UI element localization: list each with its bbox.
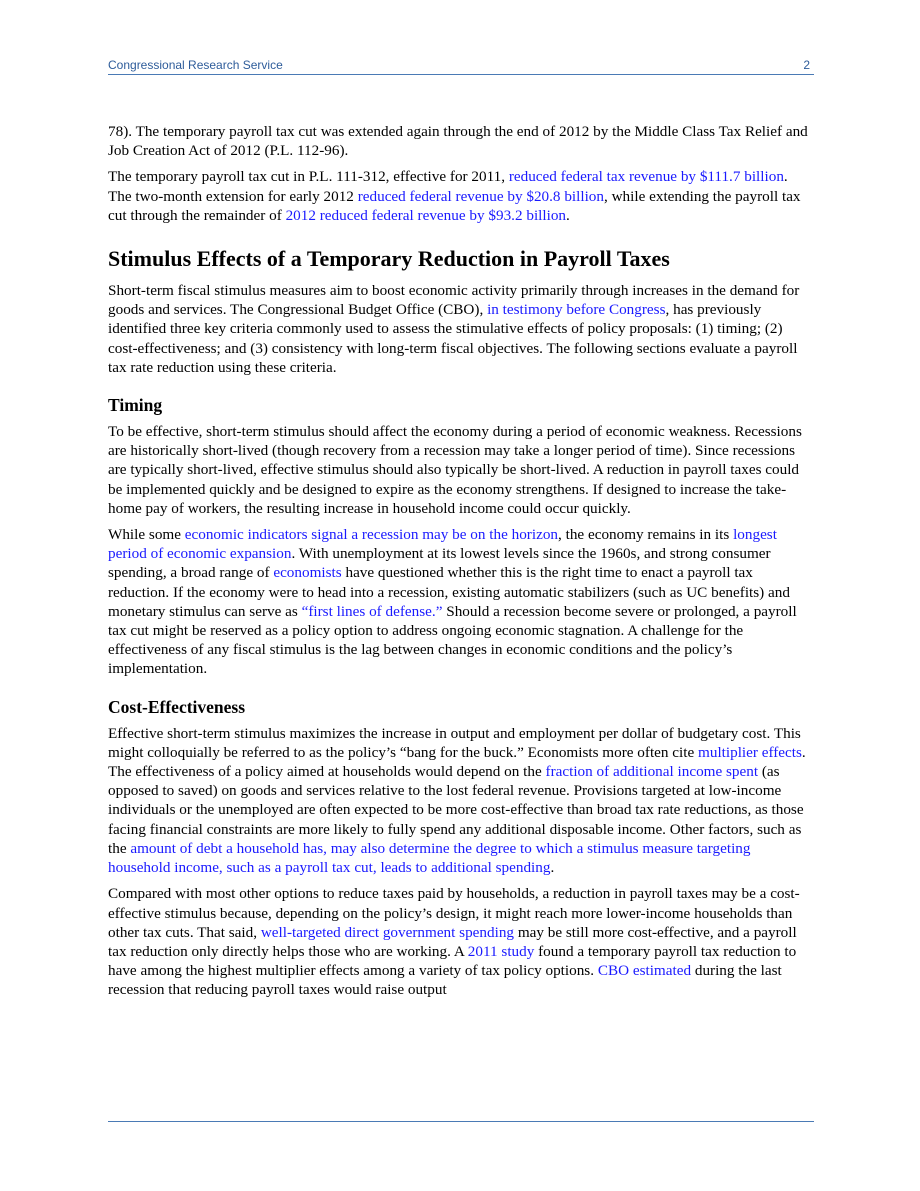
header-organization: Congressional Research Service — [108, 58, 283, 72]
page-footer-rule — [108, 1121, 814, 1122]
subheading-timing: Timing — [108, 395, 163, 416]
document-body — [108, 122, 814, 1007]
text-span: have questioned whether this is the right time to enact a payroll tax reduction. If the economy were to head into a recession, existing automatic stabilizers (such as UC benefits) and monetary stimulus can serve as — [108, 564, 790, 620]
link-longest-expansion[interactable]: longest period of economic expansion — [108, 526, 777, 563]
text-span: (as opposed to saved) on goods and services relative to the lost federal revenue. Provisions targeted at low-income individuals or the unemployed are often expected to be more cost-effective than broad tax rate reductions, as those facing financial constraints are more likely to fully spend any additional disposable income. Other factors, such as the — [108, 763, 804, 857]
link-recession-indicators[interactable]: economic indicators signal a recession may be on the horizon — [184, 526, 559, 544]
link-economists[interactable]: economists — [273, 564, 342, 582]
paragraph-stimulus-intro — [108, 281, 814, 377]
paragraph-cost-1 — [108, 724, 814, 878]
link-reduced-revenue-20-8[interactable]: reduced federal revenue by $20.8 billion — [357, 187, 604, 205]
text-span: , has previously identified three key criteria commonly used to assess the stimulative effects of policy proposals: (1) timing; (2) cost-effectiveness; and (3) consistency with long-term fiscal objectives. The following sections evaluate a payroll tax rate reduction using these criteria. — [108, 301, 798, 376]
text-span: Effective short-term stimulus maximizes the increase in output and employment per dollar of budgetary cost. This might colloquially be referred to as the policy’s “bang for the buck.” Economists more often cite — [108, 724, 801, 761]
page-header — [108, 58, 814, 75]
link-household-debt[interactable]: amount of debt a household has, may also determine the degree to which a stimulus measure targeting household income, such as a payroll tax cut, leads to additional spending — [108, 839, 751, 877]
paragraph-cost-2 — [108, 884, 814, 999]
paragraph-timing-1: To be effective, short-term stimulus should affect the economy during a period of economic weakness. Recessions are historically short-lived (though recovery from a recession may take a longer period of time). Since recessions are typically short-lived, effective stimulus should also typically be short-lived. A reduction in payroll taxes could be implemented quickly and be designed to expire as the economy strengthens. If designed to increase the take-home pay of workers, the resulting increase in household income could occur quickly. — [108, 423, 802, 517]
text-span: . With unemployment at its lowest levels since the 1960s, and strong consumer spending, a broad range of — [108, 545, 771, 582]
link-cbo-estimated[interactable]: CBO estimated — [597, 962, 692, 980]
link-first-lines-of-defense[interactable]: “first lines of defense.” — [301, 602, 443, 620]
link-2011-study[interactable]: 2011 study — [467, 942, 535, 960]
text-span: Short-term fiscal stimulus measures aim to boost economic activity primarily through increases in the demand for goods and services. The Congressional Budget Office (CBO), — [108, 282, 800, 319]
paragraph-timing-2 — [108, 525, 814, 679]
text-span: . The effectiveness of a policy aimed at households would depend on the — [108, 743, 806, 781]
text-span: found a temporary payroll tax reduction to have among the highest multiplier effects among a variety of tax policy options. — [108, 942, 797, 980]
text-span: The temporary payroll tax cut in P.L. 111-312, effective for 2011, — [108, 168, 509, 186]
text-span: . — [566, 206, 570, 224]
text-span: . The two-month extension for early 2012 — [108, 168, 788, 205]
link-fraction-income-spent[interactable]: fraction of additional income spent — [545, 763, 759, 781]
subheading-cost-effectiveness: Cost-Effectiveness — [108, 696, 246, 717]
link-government-spending[interactable]: well-targeted direct government spending — [260, 923, 515, 941]
text-span: may be still more cost-effective, and a payroll tax reduction only directly helps those who are working. A — [108, 923, 797, 960]
header-page-number: 2 — [803, 58, 810, 72]
paragraph-revenue — [108, 167, 814, 225]
section-heading-stimulus-effects: Stimulus Effects of a Temporary Reduction in Payroll Taxes — [108, 246, 670, 272]
link-reduced-tax-revenue[interactable]: reduced federal tax revenue by $111.7 billion — [508, 168, 784, 186]
link-multiplier-effects[interactable]: multiplier effects — [698, 743, 802, 761]
text-span: , the economy remains in its — [558, 526, 734, 544]
text-span: . — [550, 859, 555, 877]
link-cbo-testimony[interactable]: in testimony before Congress — [487, 301, 666, 319]
text-span: While some — [108, 526, 185, 544]
text-span: Should a recession become severe or prolonged, a payroll tax cut might be reserved as a policy option to address ongoing economic stagnation. A challenge for the effectiveness of any fiscal stimulus is the lag between changes in economic conditions and the policy’s implementation. — [108, 602, 797, 678]
link-2012-reduced-revenue[interactable]: 2012 reduced federal revenue by $93.2 billion — [285, 206, 567, 224]
text-span: Compared with most other options to reduce taxes paid by households, a reduction in payroll taxes may be a cost-effective stimulus because, depending on the policy’s design, it might reach more lower-income households than other tax cuts. That said, — [108, 885, 800, 941]
text-span: , while extending the payroll tax cut through the remainder of — [108, 187, 801, 224]
paragraph-continuation: 78). The temporary payroll tax cut was extended again through the end of 2012 by the Middle Class Tax Relief and Job Creation Act of 2012 (P.L. 112-96). — [108, 123, 808, 160]
text-span: during the last recession that reducing payroll taxes would raise output — [108, 962, 782, 999]
